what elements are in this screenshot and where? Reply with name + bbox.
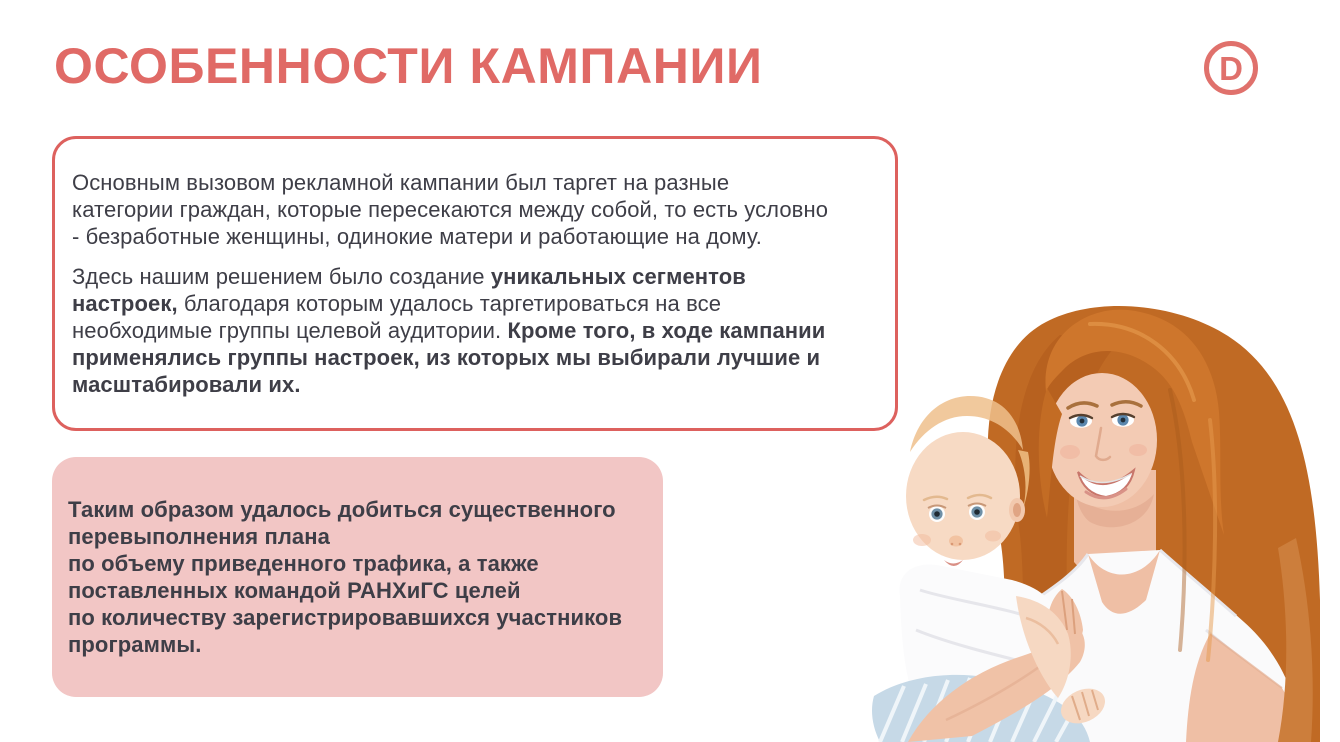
text-line: - безработные женщины, одинокие матери и работающие на дому.: [72, 224, 762, 249]
brand-logo-d: [1204, 41, 1258, 95]
text-segment-bold: уникальных сегментов: [490, 264, 746, 289]
result-line: перевыполнения плана: [68, 524, 330, 549]
text-line: категории граждан, которые пересекаются между собой, то есть условно: [72, 197, 829, 222]
page-title: ОСОБЕННОСТИ КАМПАНИИ: [54, 38, 763, 94]
result-line: по количеству зарегистрировавшихся участников: [68, 605, 623, 630]
result-line: программы.: [68, 632, 202, 657]
text-segment: благодаря которым удалось таргетироваться на все: [177, 291, 722, 316]
result-highlight-box: [52, 457, 663, 697]
text-line: Основным вызовом рекламной кампании был таргет на разные: [72, 170, 730, 195]
logo-letter: D: [1219, 49, 1243, 87]
result-line: поставленных командой РАНХиГС целей: [68, 578, 521, 603]
result-line: Таким образом удалось добиться существенного: [68, 497, 616, 522]
challenge-text-box: [52, 136, 898, 431]
text-segment: Здесь нашим решением было создание: [72, 264, 491, 289]
text-segment: необходимые группы целевой аудитории.: [72, 318, 508, 343]
text-segment-bold: масштабировали их.: [72, 372, 301, 397]
result-line: по объему приведенного трафика, а также: [68, 551, 539, 576]
text-segment-bold: применялись группы настроек, из которых мы выбирали лучшие и: [72, 345, 821, 370]
text-segment-bold: настроек,: [72, 291, 178, 316]
woman-face: [1047, 373, 1157, 507]
solution-paragraph: [72, 263, 881, 398]
photo-mother-and-baby: [850, 300, 1340, 742]
text-segment-bold: Кроме того, в ходе кампании: [507, 318, 826, 343]
challenge-paragraph: [72, 169, 881, 250]
